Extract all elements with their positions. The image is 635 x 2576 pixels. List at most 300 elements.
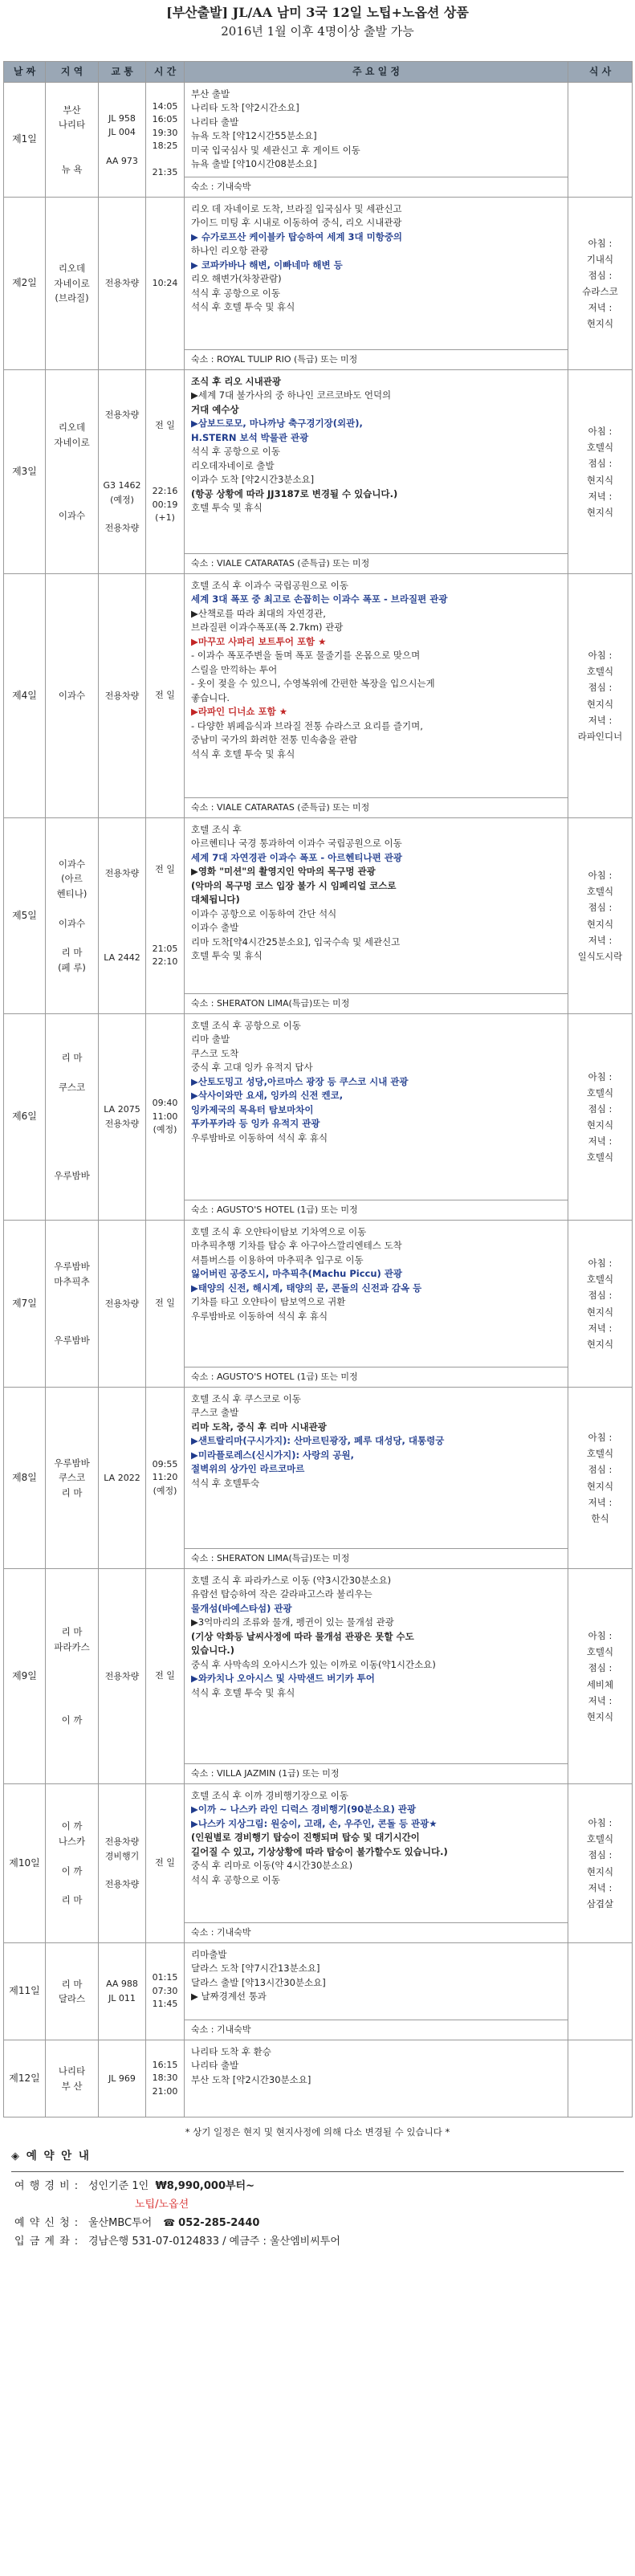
time-cell xyxy=(146,370,185,574)
time-cell xyxy=(146,1221,185,1388)
time-text xyxy=(146,903,184,916)
schedule-line: 리마출발 xyxy=(191,1949,227,1960)
time-text: 16:05 xyxy=(152,114,178,124)
region-text: 리오데 xyxy=(58,422,86,434)
bank-account: 경남은행 531-07-0124833 xyxy=(88,2235,219,2248)
schedule-cell xyxy=(185,818,568,1014)
transport-text: JL 969 xyxy=(108,2073,136,2084)
transport-text xyxy=(99,881,145,895)
region-text xyxy=(46,901,98,915)
schedule-line: 길어질 수 있고, 기상상황에 따라 탑승이 불가할수도 있습니다.) xyxy=(191,1845,448,1857)
schedule-line: (악마의 목구멍 코스 입장 불가 시 임페리얼 코스로 xyxy=(191,879,397,891)
time-cell xyxy=(146,2040,185,2117)
transport-text: 전용차량 xyxy=(104,867,140,878)
transport-text xyxy=(99,422,145,437)
meal-text: 현지식 xyxy=(586,1480,614,1492)
day-row xyxy=(4,1221,633,1388)
schedule-line: ▶미라플로레스(신시가지): 사랑의 공원, xyxy=(191,1449,354,1461)
meal-text: 점심 : xyxy=(588,1464,613,1476)
time-text: 18:30 xyxy=(152,2073,178,2084)
schedule-line: 중식 후 고대 잉카 유적지 답사 xyxy=(191,1062,313,1074)
region-text xyxy=(46,450,98,464)
hotel-info: 숙소 : VIALE CATARATAS (준특급) 또는 미정 xyxy=(185,553,568,573)
time-text xyxy=(146,446,184,459)
region-cell xyxy=(46,1569,99,1784)
region-text xyxy=(46,464,98,479)
schedule-line: 뉴욕 출발 [약10시간08분소요] xyxy=(191,158,317,170)
region-text: 리 마 xyxy=(61,1626,83,1638)
schedule-line: H.STERN 보석 박물관 관광 xyxy=(191,431,309,443)
region-text: 우루밤바 xyxy=(54,1170,90,1182)
region-text xyxy=(46,1124,98,1139)
meal-text: 현지식 xyxy=(586,474,614,486)
phone-number: 052-285-2440 xyxy=(178,2216,260,2229)
region-text: 헨티나) xyxy=(56,887,88,899)
time-text: 전 일 xyxy=(155,1857,175,1869)
divider xyxy=(11,2171,624,2172)
day-row xyxy=(4,198,633,370)
time-text: 전 일 xyxy=(155,690,175,701)
time-text: 21:05 xyxy=(152,943,178,954)
time-text: 14:05 xyxy=(152,100,178,112)
schedule-line: ▶와카치나 오아시스 및 사막샌드 버기카 투어 xyxy=(191,1673,375,1685)
schedule-line: ▶ 날짜경계선 통과 xyxy=(191,1991,267,2003)
region-text: 나리타 xyxy=(58,119,86,131)
meal-text: 점심 : xyxy=(588,458,613,470)
transport-text: 전용차량 xyxy=(104,690,140,701)
day-label: 제9일 xyxy=(4,1569,46,1784)
schedule-line: 좋습니다. xyxy=(191,691,230,703)
schedule-line: 이과수 도착 [약2시간3분소요] xyxy=(191,474,315,486)
schedule-line: 리오 해변가(차창관람) xyxy=(191,273,282,285)
transport-text: AA 973 xyxy=(106,155,138,166)
meal-text: 현지식 xyxy=(586,698,614,710)
meal-cell xyxy=(568,1943,633,2040)
schedule-line: 스릴을 만끽하는 투어 xyxy=(191,663,278,675)
bank-row xyxy=(14,2232,635,2251)
schedule-line: 호텔 조식 후 이과수 국립공원으로 이동 xyxy=(191,580,349,591)
product-subtitle: 2016년 1월 이후 4명이상 출발 가능 xyxy=(221,24,414,39)
time-text: (예정) xyxy=(153,1124,177,1135)
region-cell xyxy=(46,818,99,1014)
price-value: ₩8,990,000부터~ xyxy=(155,2179,255,2192)
schedule-line: 달라스 도착 [약7시간13분소요] xyxy=(191,1963,320,1975)
day-label: 제6일 xyxy=(4,1014,46,1221)
region-text: 마추픽추 xyxy=(54,1275,90,1287)
schedule-line: - 다양한 뷔페음식과 브라질 전통 슈라스코 요리를 즐기며, xyxy=(191,719,423,732)
time-text: 21:35 xyxy=(152,167,178,177)
time-cell xyxy=(146,83,185,198)
region-text: 이 까 xyxy=(61,1865,83,1877)
region-text: 쿠스코 xyxy=(58,1472,86,1484)
transport-text: LA 2442 xyxy=(104,952,140,964)
schedule-line: (항공 상황에 따라 JJ3187로 변경될 수 있습니다.) xyxy=(191,487,398,499)
day-row xyxy=(4,83,633,198)
time-text: 22:16 xyxy=(152,486,178,496)
region-text: (아르 xyxy=(61,873,83,885)
meal-cell xyxy=(568,83,633,198)
schedule-body xyxy=(185,1014,568,1200)
time-text: 10:24 xyxy=(152,277,178,288)
schedule-line: 뉴욕 도착 [약12시간55분소요] xyxy=(191,130,317,142)
col-header-region: 지 역 xyxy=(46,62,99,83)
transport-cell xyxy=(99,370,146,574)
region-text: 리 마 xyxy=(61,1894,83,1906)
schedule-cell xyxy=(185,198,568,370)
time-text: 16:15 xyxy=(152,2059,178,2070)
schedule-body xyxy=(185,1784,568,1922)
region-text xyxy=(46,1319,98,1333)
hotel-info: 숙소 : VILLA JAZMIN (1급) 또는 미정 xyxy=(185,1763,568,1783)
schedule-line: 나리타 출발 xyxy=(191,116,239,128)
day-row xyxy=(4,818,633,1014)
day-label: 제1일 xyxy=(4,83,46,198)
region-text xyxy=(46,147,98,161)
region-text: 뉴 욕 xyxy=(61,163,83,175)
meal-text: 호텔식 xyxy=(586,886,614,898)
schedule-line: - 이과수 폭포주변을 돌며 폭포 물줄기를 온몸으로 맞으며 xyxy=(191,650,421,662)
day-row xyxy=(4,370,633,574)
region-cell xyxy=(46,1221,99,1388)
meal-cell xyxy=(568,818,633,1014)
transport-text: 전용차량 xyxy=(104,1670,140,1681)
time-cell xyxy=(146,1388,185,1569)
meal-cell xyxy=(568,1784,633,1943)
schedule-line: 기차를 타고 오얀타이 탐보역으로 귀환 xyxy=(191,1296,346,1308)
title-block xyxy=(0,0,635,61)
transport-text xyxy=(99,507,145,521)
schedule-line: 석식 후 공항으로 이동 xyxy=(191,1873,280,1885)
region-text xyxy=(46,931,98,945)
region-text: (브라질) xyxy=(55,292,89,304)
region-text: 이과수 xyxy=(58,917,86,929)
meal-text: 아침 : xyxy=(588,1070,613,1082)
day-label: 제12일 xyxy=(4,2040,46,2117)
region-text: 이과수 xyxy=(58,858,86,870)
region-cell xyxy=(46,198,99,370)
meal-cell xyxy=(568,1221,633,1388)
meal-text: 점심 : xyxy=(588,1662,613,1674)
time-text xyxy=(146,472,184,486)
schedule-line: ▶라파인 디너쇼 포함 ★ xyxy=(191,706,288,718)
meal-text: 점심 : xyxy=(588,269,613,281)
time-text xyxy=(146,916,184,930)
time-text xyxy=(146,459,184,472)
schedule-line: 조식 후 리오 시내관광 xyxy=(191,376,281,387)
region-cell xyxy=(46,2040,99,2117)
region-text: 리오데 xyxy=(58,263,86,275)
transport-cell xyxy=(99,818,146,1014)
booker-row xyxy=(14,2214,635,2232)
schedule-line: 달라스 출발 [약13시간30분소요] xyxy=(191,1976,326,1988)
transport-cell xyxy=(99,1221,146,1388)
meal-text: 호텔식 xyxy=(586,1646,614,1658)
schedule-line: 잉카제국의 목욕터 탐보마차이 xyxy=(191,1103,314,1115)
schedule-line: 호텔 조식 후 오얀타이탐보 기차역으로 이동 xyxy=(191,1226,367,1237)
meal-text: 호텔식 xyxy=(586,1151,614,1164)
region-text: 우루밤바 xyxy=(54,1335,90,1347)
schedule-line: 호텔 투숙 및 휴식 xyxy=(191,502,263,514)
schedule-cell xyxy=(185,1221,568,1388)
meal-text: 아침 : xyxy=(588,1432,613,1444)
schedule-body xyxy=(185,1221,568,1367)
schedule-line: ▶산책로를 따라 최대의 자연경관, xyxy=(191,607,326,619)
meal-text: 점심 : xyxy=(588,902,613,914)
schedule-line: 세계 7대 자연경관 이과수 폭포 - 아르헨티나편 관광 xyxy=(191,851,402,863)
day-row xyxy=(4,2040,633,2117)
schedule-line: 푸카푸카라 등 잉카 유적지 관광 xyxy=(191,1118,320,1130)
meal-cell xyxy=(568,1014,633,1221)
meal-text: 저녁 : xyxy=(588,1881,613,1893)
transport-text: 전용차량 xyxy=(104,1298,140,1309)
meal-text: 슈라스코 xyxy=(582,286,618,297)
schedule-line: 리오 데 자네이로 도착, 브라질 입국심사 및 세관신고 xyxy=(191,203,402,214)
schedule-body xyxy=(185,574,568,797)
time-text: (+1) xyxy=(155,512,175,523)
time-text: 전 일 xyxy=(155,419,175,430)
time-text: 09:40 xyxy=(152,1098,178,1109)
schedule-cell xyxy=(185,1388,568,1569)
schedule-cell xyxy=(185,1943,568,2040)
transport-cell xyxy=(99,1014,146,1221)
time-text: 전 일 xyxy=(155,863,175,874)
region-cell xyxy=(46,574,99,818)
meal-text: 저녁 : xyxy=(588,934,613,946)
schedule-line: ▶나스카 지상그림: 원숭이, 고래, 손, 우주인, 콘돌 등 관광★ xyxy=(191,1817,438,1829)
meal-text: 한식 xyxy=(591,1512,609,1524)
meal-cell xyxy=(568,1388,633,1569)
schedule-line: 호텔 조식 후 xyxy=(191,824,242,835)
transport-text: AA 988 xyxy=(106,1979,138,1990)
region-text: 나리타 xyxy=(58,2065,86,2077)
region-text xyxy=(46,1289,98,1303)
time-text: 11:45 xyxy=(152,1999,178,2010)
region-cell xyxy=(46,1014,99,1221)
region-text xyxy=(46,1848,98,1863)
meal-cell xyxy=(568,1569,633,1784)
meal-text: 저녁 : xyxy=(588,1694,613,1706)
region-text: 리 마 xyxy=(61,1978,83,1990)
schedule-line: ▶태양의 신전, 해시계, 태양의 문, 콘돌의 신전과 감옥 등 xyxy=(191,1282,422,1294)
region-text xyxy=(46,479,98,494)
region-text: 부 산 xyxy=(61,2080,83,2092)
schedule-line: 나리타 출발 xyxy=(191,2060,239,2072)
time-cell xyxy=(146,1943,185,2040)
region-text xyxy=(46,1684,98,1698)
day-row xyxy=(4,574,633,818)
meal-text: 저녁 : xyxy=(588,490,613,502)
schedule-line: 호텔 조식 후 파라카스로 이동 (약3시간30분소요) xyxy=(191,1575,392,1586)
region-text: 이 까 xyxy=(61,1820,83,1832)
schedule-cell xyxy=(185,83,568,198)
region-text xyxy=(46,1066,98,1080)
schedule-line: ▶이까 ~ 나스카 라인 디럭스 경비행기(90분소요) 관광 xyxy=(191,1804,417,1816)
reservation-info xyxy=(14,2177,635,2251)
price-basis: 성인기준 1인 xyxy=(88,2179,149,2192)
time-text: 07:30 xyxy=(152,1985,178,1996)
time-text: 전 일 xyxy=(155,1298,175,1309)
booker-label: 예 약 신 청 : xyxy=(14,2216,79,2229)
region-text xyxy=(46,1654,98,1669)
meal-text: 아침 : xyxy=(588,870,613,882)
meal-text: 호텔식 xyxy=(586,1448,614,1460)
meal-cell xyxy=(568,2040,633,2117)
schedule-line: 석식 후 공항으로 이동 xyxy=(191,287,280,299)
region-text: 리 마 xyxy=(61,1486,83,1498)
schedule-line: 브라질편 이과수폭포(폭 2.7km) 관광 xyxy=(191,622,344,634)
schedule-line: 호텔 조식 후 이까 경비행기장으로 이동 xyxy=(191,1790,349,1801)
transport-cell xyxy=(99,1943,146,2040)
transport-text xyxy=(99,450,145,465)
time-text: 22:10 xyxy=(152,956,178,967)
col-header-schedule: 주 요 일 정 xyxy=(185,62,568,83)
hotel-info: 숙소 : SHERATON LIMA(특급)또는 미정 xyxy=(185,993,568,1013)
schedule-line: 유람선 탑승하여 작은 갈라파고스라 불리우는 xyxy=(191,1588,372,1600)
schedule-line: 하나인 리오항 관광 xyxy=(191,245,269,257)
transport-text: 전용차량 xyxy=(104,1119,140,1129)
time-text: 09:55 xyxy=(152,1458,178,1469)
meal-text: 아침 : xyxy=(588,650,613,662)
product-title: [부산출발] JL/AA 남미 3국 12일 노팁+노옵션 상품 xyxy=(166,5,469,20)
meal-text: 아침 : xyxy=(588,1817,613,1829)
itinerary-table xyxy=(3,61,633,2117)
time-text: 19:30 xyxy=(152,127,178,138)
schedule-line: 리오데자네이로 출발 xyxy=(191,459,275,471)
meal-text: 일식도시락 xyxy=(577,950,623,962)
meal-text: 현지식 xyxy=(586,918,614,930)
day-label: 제7일 xyxy=(4,1221,46,1388)
meal-text: 점심 : xyxy=(588,1290,613,1302)
schedule-body xyxy=(185,1388,568,1548)
schedule-line: 있습니다.) xyxy=(191,1645,235,1657)
region-text: 우루밤바 xyxy=(54,1457,90,1469)
schedule-cell xyxy=(185,574,568,818)
schedule-line: 대체됩니다) xyxy=(191,894,240,906)
region-text xyxy=(46,1094,98,1109)
transport-text: 전용차량 xyxy=(104,1836,140,1848)
reservation-title xyxy=(11,2149,635,2165)
schedule-line: 이과수 공항으로 이동하여 간단 석식 xyxy=(191,907,337,919)
day-label: 제8일 xyxy=(4,1388,46,1569)
price-row xyxy=(14,2177,635,2195)
meal-text: 저녁 : xyxy=(588,1322,613,1334)
hotel-info: 숙소 : VIALE CATARATAS (준특급) 또는 미정 xyxy=(185,797,568,817)
transport-text: JL 011 xyxy=(108,1993,136,2003)
time-text: 11:00 xyxy=(152,1111,178,1122)
schedule-line: 마추픽추행 기차를 탑승 후 아구아스깔리엔테스 도착 xyxy=(191,1240,402,1252)
transport-text xyxy=(99,895,145,909)
meal-cell xyxy=(568,574,633,818)
time-cell xyxy=(146,1014,185,1221)
time-text: 00:19 xyxy=(152,499,178,510)
transport-text: 경비행기 xyxy=(104,1850,140,1861)
day-row xyxy=(4,1943,633,2040)
schedule-line: 아르헨티나 국경 통과하여 이과수 국립공원으로 이동 xyxy=(191,838,402,850)
transport-cell xyxy=(99,1784,146,1943)
region-cell xyxy=(46,83,99,198)
booker-name: 울산MBC투어 xyxy=(88,2216,153,2229)
hotel-info: 숙소 : ROYAL TULIP RIO (특급) 또는 미정 xyxy=(185,349,568,369)
time-text xyxy=(146,876,184,890)
transport-text xyxy=(99,937,145,952)
schedule-line: 나리타 도착 [약2시간소요] xyxy=(191,102,299,114)
schedule-line: 석식 후 호텔 투숙 및 휴식 xyxy=(191,1686,295,1698)
time-cell xyxy=(146,1784,185,1943)
price-label: 여 행 경 비 : xyxy=(14,2179,79,2192)
schedule-line: 물개섬(바예스타섬) 관광 xyxy=(191,1602,292,1614)
region-text xyxy=(46,1154,98,1168)
transport-text: G3 1462 xyxy=(103,480,141,491)
phone-icon: ☎ xyxy=(163,2216,176,2228)
hotel-info: 숙소 : 기내숙박 xyxy=(185,2020,568,2040)
schedule-line: 석식 후 호텔 투숙 및 휴식 xyxy=(191,748,295,760)
region-text: 자네이로 xyxy=(54,277,90,289)
schedule-line: 석식 후 호텔 투숙 및 휴식 xyxy=(191,301,295,313)
time-text xyxy=(146,890,184,903)
meal-text: 라파인디너 xyxy=(577,730,623,742)
schedule-line: 중남미 국가의 화려한 전통 민속춤을 관람 xyxy=(191,734,358,746)
schedule-line: ▶3억마리의 조류와 물개, 펭귄이 있는 물개섬 관광 xyxy=(191,1616,394,1628)
time-cell xyxy=(146,818,185,1014)
region-text: 자네이로 xyxy=(54,436,90,448)
meal-text: 아침 : xyxy=(588,426,613,438)
hotel-info: 숙소 : AGUSTO'S HOTEL (1급) 또는 미정 xyxy=(185,1200,568,1220)
schedule-line: 우루밤바로 이동하여 석식 후 휴식 xyxy=(191,1310,328,1322)
meal-text: 아침 : xyxy=(588,237,613,249)
account-holder: / 예금주 : 울산엠비씨투어 xyxy=(222,2235,340,2248)
region-text: 나스카 xyxy=(58,1835,86,1847)
time-text xyxy=(146,153,184,167)
meal-text: 호텔식 xyxy=(586,1274,614,1286)
schedule-line: 부산 출발 xyxy=(191,88,230,100)
table-header-row xyxy=(4,62,633,83)
meal-text: 현지식 xyxy=(586,318,614,330)
schedule-line: 리마 도착, 중식 후 리마 시내관광 xyxy=(191,1420,327,1433)
transport-text xyxy=(99,909,145,923)
region-text xyxy=(46,132,98,147)
transport-cell xyxy=(99,1569,146,1784)
col-header-transport: 교 통 xyxy=(99,62,146,83)
schedule-cell xyxy=(185,1569,568,1784)
meal-text: 현지식 xyxy=(586,1306,614,1318)
transport-text xyxy=(99,437,145,451)
region-cell xyxy=(46,370,99,574)
time-cell xyxy=(146,1569,185,1784)
transport-cell xyxy=(99,83,146,198)
day-row xyxy=(4,1014,633,1221)
schedule-body xyxy=(185,1943,568,2020)
schedule-line: ▶삼보드로모, 마나까낭 축구경기장(외관), xyxy=(191,418,363,430)
schedule-cell xyxy=(185,2040,568,2117)
meal-text: 저녁 : xyxy=(588,1135,613,1147)
schedule-cell xyxy=(185,1784,568,1943)
transport-text: JL 958 xyxy=(108,112,136,124)
schedule-line: 가이드 미팅 후 시내로 이동하여 중식, 리오 시내관광 xyxy=(191,217,402,229)
day-label: 제3일 xyxy=(4,370,46,574)
meal-text: 기내식 xyxy=(586,253,614,265)
schedule-line: (인원별로 경비행기 탑승이 진행되며 탑승 및 대기시간이 xyxy=(191,1832,420,1844)
day-row xyxy=(4,1388,633,1569)
schedule-line: 중식 후 리마로 이동(약 4시간30분소요) xyxy=(191,1860,353,1872)
region-text xyxy=(46,1304,98,1319)
schedule-body xyxy=(185,198,568,349)
meal-text: 호텔식 xyxy=(586,1086,614,1098)
day-label: 제11일 xyxy=(4,1943,46,2040)
hotel-info: 숙소 : 기내숙박 xyxy=(185,1922,568,1942)
meal-text: 점심 : xyxy=(588,1103,613,1115)
region-cell xyxy=(46,1388,99,1569)
col-header-meals: 식 사 xyxy=(568,62,633,83)
